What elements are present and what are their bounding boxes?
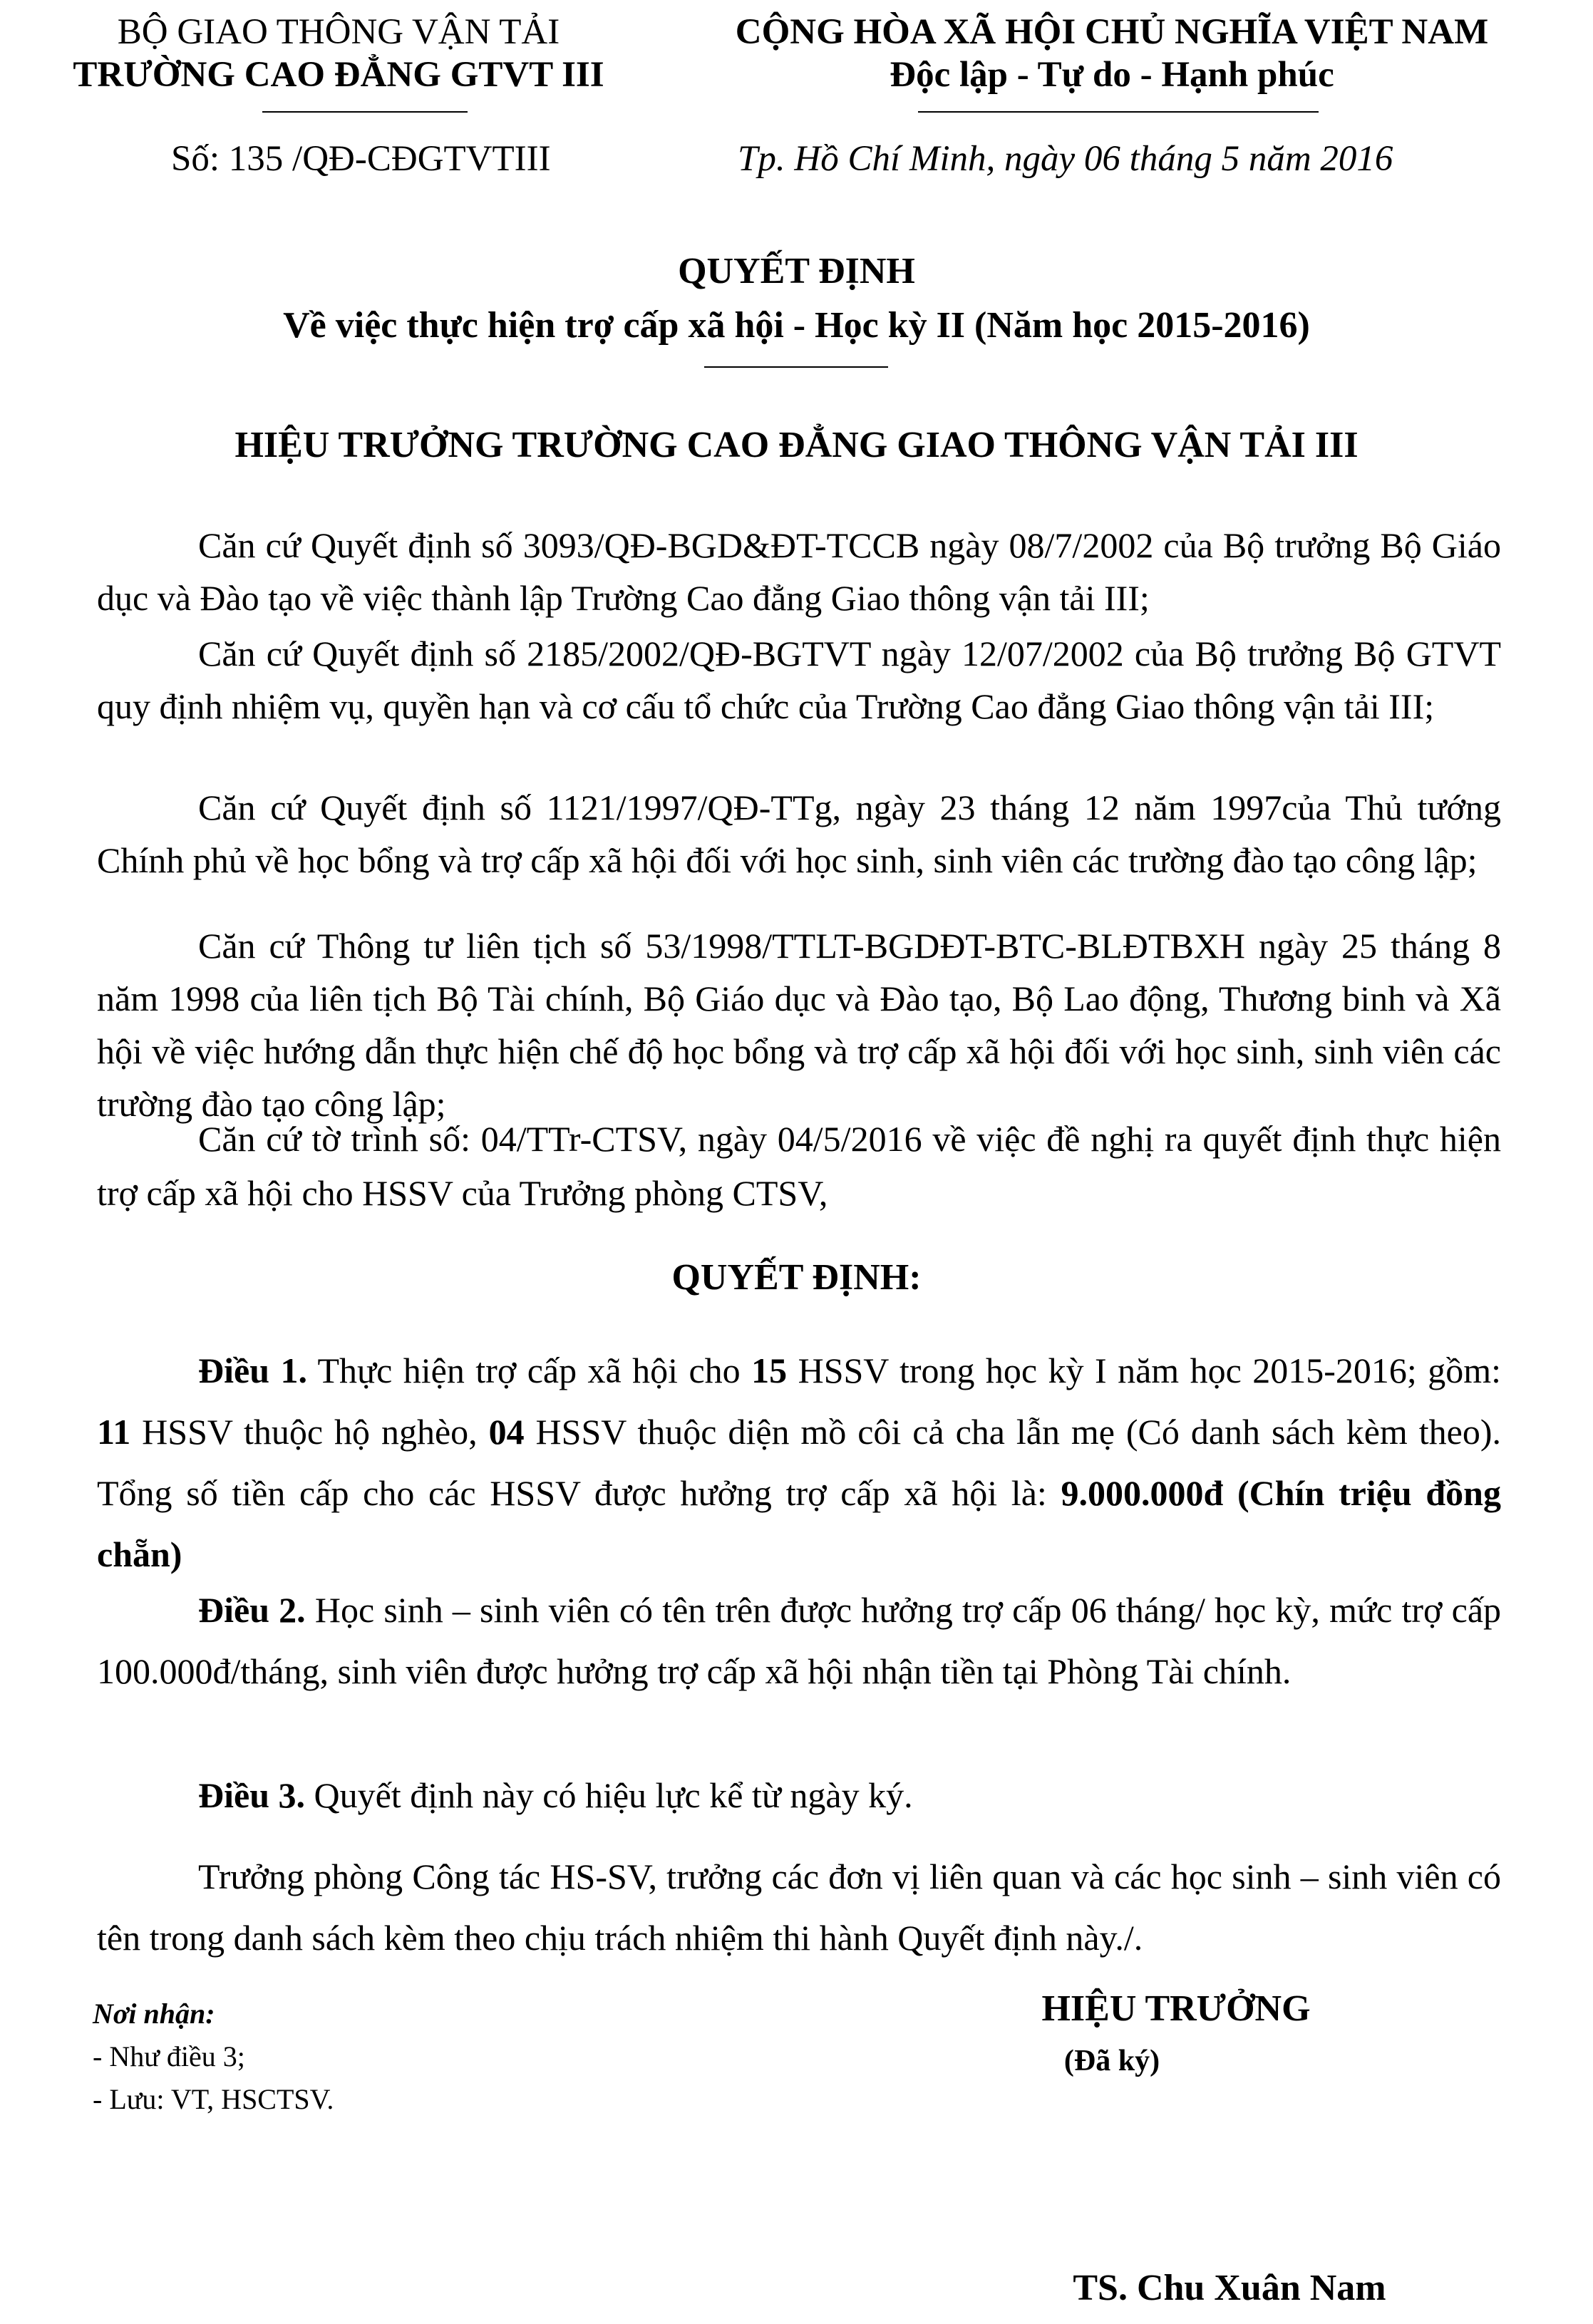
article-1-text-b: HSSV trong học kỳ I năm học 2015-2016; gồm: (787, 1350, 1502, 1390)
article-3-text: Quyết định này có hiệu lực kể từ ngày ký. (305, 1775, 913, 1815)
header-agency: BỘ GIAO THÔNG VẬN TẢI (117, 12, 560, 52)
article-1-amount: 9.000.000đ (Chín triệu đồng chẵn) (97, 1473, 1501, 1574)
decide-heading: QUYẾT ĐỊNH: (671, 1257, 922, 1298)
article-1 (97, 1340, 1501, 1585)
document-number: Số: 135 /QĐ-CĐGTVTIII (171, 139, 551, 179)
article-2-text: Học sinh – sinh viên có tên trên được hưởng trợ cấp 06 tháng/ học kỳ, mức trợ cấp 100.000đ/tháng, sinh viên được hưởng trợ cấp xã hội nhận tiền tại Phòng Tài chính. (97, 1590, 1502, 1691)
signed-status: (Đã ký) (1063, 2045, 1160, 2077)
basis-paragraph-2: Căn cứ Quyết định số 2185/2002/QĐ-BGTVT ngày 12/07/2002 của Bộ trưởng Bộ GTVT quy định nhiệm vụ, quyền hạn và cơ cấu tổ chức của Trường Cao đẳng Giao thông vận tải III; (97, 634, 1501, 726)
recipient-item: - Lưu: VT, HSCTSV. (93, 2083, 334, 2115)
article-1-text-a: Thực hiện trợ cấp xã hội cho (306, 1350, 752, 1390)
decision-title: QUYẾT ĐỊNH (678, 251, 915, 291)
place-date: Tp. Hồ Chí Minh, ngày 06 tháng 5 năm 2016 (738, 139, 1393, 179)
header-motto: Độc lập - Tự do - Hạnh phúc (890, 55, 1334, 95)
header-school: TRƯỜNG CAO ĐẲNG GTVT III (73, 55, 604, 95)
article-2 (97, 1579, 1501, 1702)
authority-heading: HIỆU TRƯỞNG TRƯỜNG CAO ĐẲNG GIAO THÔNG VẬN TẢI III (234, 425, 1359, 465)
article-1-poor-count: 11 (97, 1412, 131, 1452)
article-1-label: Điều 1. (198, 1350, 307, 1390)
recipient-item: - Như điều 3; (93, 2040, 245, 2072)
basis-paragraph-4: Căn cứ Thông tư liên tịch số 53/1998/TTLT-BGDĐT-BTC-BLĐTBXH ngày 25 tháng 8 năm 1998 của liên tịch Bộ Tài chính, Bộ Giáo dục và Đào tạo, Bộ Lao động, Thương binh và Xã hội về việc hướng dẫn thực hiện chế độ học bổng và trợ cấp xã hội đối với học sinh, sinh viên các trường đào tạo công lập; (97, 926, 1501, 1124)
basis-paragraph-3: Căn cứ Quyết định số 1121/1997/QĐ-TTg, ngày 23 tháng 12 năm 1997của Thủ tướng Chính phủ về học bổng và trợ cấp xã hội đối với học sinh, sinh viên các trường đào tạo công lập; (97, 787, 1501, 880)
article-1-text-c: HSSV thuộc hộ nghèo, (130, 1412, 489, 1452)
article-1-text-d: HSSV thuộc diện mồ côi cả cha lẫn mẹ (Có danh sách kèm theo). Tổng số tiền cấp cho các HSSV được hưởng trợ cấp xã hội là: (97, 1412, 1501, 1513)
header-right-rule (918, 111, 1319, 113)
header-left-rule (262, 111, 468, 113)
basis-paragraph-1: Căn cứ Quyết định số 3093/QĐ-BGD&ĐT-TCCB ngày 08/7/2002 của Bộ trưởng Bộ Giáo dục và Đào tạo về việc thành lập Trường Cao đẳng Giao thông vận tải III; (97, 525, 1501, 618)
basis-paragraph-5: Căn cứ tờ trình số: 04/TTr-CTSV, ngày 04/5/2016 về việc đề nghị ra quyết định thực hiện trợ cấp xã hội cho HSSV của Trưởng phòng CTSV, (97, 1119, 1501, 1213)
decision-subject: Về việc thực hiện trợ cấp xã hội - Học kỳ II (Năm học 2015-2016) (283, 305, 1310, 346)
article-3 (97, 1765, 1501, 1826)
article-3-label: Điều 3. (198, 1775, 305, 1815)
article-2-label: Điều 2. (198, 1590, 306, 1630)
closing-paragraph: Trưởng phòng Công tác HS-SV, trưởng các đơn vị liên quan và các học sinh – sinh viên có tên trong danh sách kèm theo chịu trách nhiệm thi hành Quyết định này./. (97, 1856, 1501, 1958)
signer-position: HIỆU TRƯỞNG (1041, 1988, 1311, 2029)
recipients-heading: Nơi nhận: (93, 1998, 215, 2030)
signer-name: TS. Chu Xuân Nam (1073, 2268, 1386, 2308)
article-1-orphan-count: 04 (488, 1412, 525, 1452)
title-rule (704, 366, 888, 368)
header-country: CỘNG HÒA XÃ HỘI CHỦ NGHĨA VIỆT NAM (735, 12, 1489, 52)
article-1-total-count: 15 (751, 1350, 788, 1390)
